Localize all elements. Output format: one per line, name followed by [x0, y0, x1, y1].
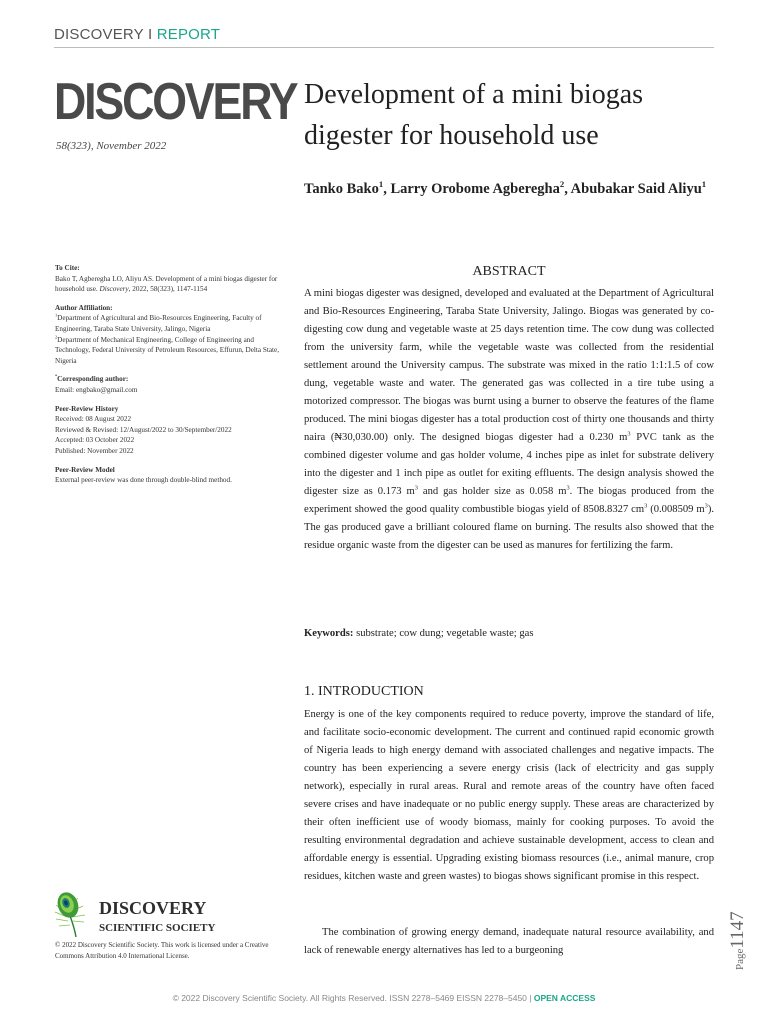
footer-copyright: © 2022 Discovery Scientific Society. All Rights Reserved. ISSN 2278–5469 EISSN 2278–5450 |	[172, 993, 534, 1003]
page-word: Page	[734, 948, 746, 970]
introduction-paragraph: Energy is one of the key components required to reduce poverty, improve the standard of life, and facilitate socio-economic development. The current and continued rapid economic growth of Nigeria leads to high energy demand with associated challenges and negative impacts. The country has been experiencing a severe energy crisis (lack of electricity and gas supply network), especially in rural areas. Rural and remote areas of the country have often faced severe crises and have inadequate or no public energy supply. These areas are characterized by their often inefficient use of woody biomass, mainly for cooking purposes. To avoid the resulting environmental degradation and achieve sustainable development, access to clean and affordable energy is essential. Upgrading existing biomass resources (i.e., animal manure, crop residues, kitchen waste and green wastes) to biogas shows significant promise in this respect.	[304, 709, 714, 882]
society-name: DISCOVERY	[99, 898, 207, 918]
keywords-text: substrate; cow dung; vegetable waste; gas	[353, 628, 534, 639]
corresponding-email[interactable]: Email: engbako@gmail.com	[55, 385, 138, 394]
peer-review-model	[55, 465, 280, 486]
history-label: Peer-Review History	[55, 404, 119, 413]
model-label: Peer-Review Model	[55, 465, 115, 474]
received-date: Received: 08 August 2022	[55, 415, 132, 424]
published-date: Published: November 2022	[55, 446, 134, 455]
corresponding-block	[55, 374, 280, 395]
author-list: Tanko Bako$^1$, Larry Orobome Agberegha$^2$, Abubakar Said Aliyu$^1$	[304, 179, 707, 197]
affiliation-2: $^2$Department of Mechanical Engineering, College of Engineering and Technology, Federal University of Petroleum Resources, Effurun, Delta State, Nigeria	[55, 334, 280, 365]
footer	[0, 993, 768, 1003]
citation-journal: Discovery	[99, 285, 129, 294]
header-separator: I	[143, 26, 157, 43]
header-section: REPORT	[156, 26, 221, 43]
citation-label: To Cite:	[55, 264, 80, 272]
article-sidebar	[55, 263, 280, 494]
header-divider	[54, 47, 714, 48]
affiliation-label: Author Affiliation:	[55, 303, 113, 312]
introduction-heading: 1. INTRODUCTION	[304, 684, 424, 699]
society-subtitle: SCIENTIFIC SOCIETY	[99, 922, 216, 934]
introduction-paragraph: The combination of growing energy demand, inadequate natural resource availability, and lack of renewable energy alternatives has led to a burgeoning	[304, 927, 714, 956]
author-name: Abubakar Said Aliyu	[570, 181, 702, 197]
peer-review-history	[55, 404, 280, 457]
abstract-heading: ABSTRACT	[472, 264, 546, 279]
article-title: Development of a mini biogas digester for household use	[304, 79, 644, 151]
model-text: External peer-review was done through double-blind method.	[55, 476, 232, 485]
open-access-badge[interactable]: OPEN ACCESS	[533, 993, 596, 1003]
author-name: Larry Orobome Agberegha	[390, 181, 560, 197]
journal-header	[54, 26, 220, 43]
citation-block	[55, 263, 280, 295]
author-name: Tanko Bako	[304, 181, 379, 197]
author-affiliation-mark: 1	[701, 179, 707, 190]
journal-brand: DISCOVERY	[54, 73, 297, 131]
author-affiliation-mark: 1	[378, 179, 384, 190]
license-text: © 2022 Discovery Scientific Society. This work is licensed under a Creative Commons Attribution 4.0 International License.	[55, 941, 269, 960]
keywords	[304, 628, 714, 639]
issue-info: 58(323), November 2022	[56, 140, 167, 152]
affiliation-1: $^1$Department of Agricultural and Bio-Resources Engineering, Faculty of Engineering, Taraba State University, Jalingo, Nigeria	[55, 312, 262, 333]
page-number	[727, 911, 749, 970]
accepted-date: Accepted: 03 October 2022	[55, 436, 135, 445]
header-journal: DISCOVERY	[54, 26, 144, 43]
affiliation-block	[55, 303, 280, 367]
corresponding-label: *Corresponding author:	[55, 373, 129, 384]
author-affiliation-mark: 2	[559, 179, 565, 190]
reviewed-dates: Reviewed & Revised: 12/August/2022 to 30/September/2022	[55, 425, 232, 434]
citation-text: Bako T, Agberegha LO, Aliyu AS. Development of a mini biogas digester for household use. Discovery, 2022, 58(323), 1147-1154	[55, 274, 278, 294]
abstract-text: A mini biogas digester was designed, developed and evaluated at the Department of Agricultural and Bio-Resources Engineering, Taraba State University, Jalingo. Biogas was generated by co-digesting cow dung and vegetable waste at 25 days retention time. The cow dung was collected from the university farm, while the vegetable waste was collected from the residential settlement around the University campus. The substrate was mixed in the ratio 1:1:1.5 of cow dung, vegetable waste and water. The generated gas was collected in a tire tube using a motorized compressor. The biogas was burnt using a burner to observe the features of the flame produced. The mini biogas digester has a total production cost of thirty one thousands and thirty naira (₦30,030.00) only. The designed biogas digester had a 0.230 $m^3$ PVC tank as the combined digester volume and gas holder volume, 4 inches pipe as inlet for substrate delivery into the digester and 1 inch pipe as outlet for exiting effluents. The design analysis showed the digester size as 0.173 $m^3$ and gas holder size as 0.058 $m^3$. The biogas produced from the experiment showed the good quality combustible biogas yield of 8508.8327 $cm^3$ (0.008509 $m^3$). The gas produced gave a brilliant coloured flame on burning. The results also showed that the residue organic waste from the digester can be used as manures for fertilizing the farm.	[304, 288, 714, 551]
keywords-label: Keywords:	[304, 628, 354, 639]
peacock-feather-logo-icon	[54, 888, 98, 938]
page-number-value: 1147	[727, 911, 748, 949]
